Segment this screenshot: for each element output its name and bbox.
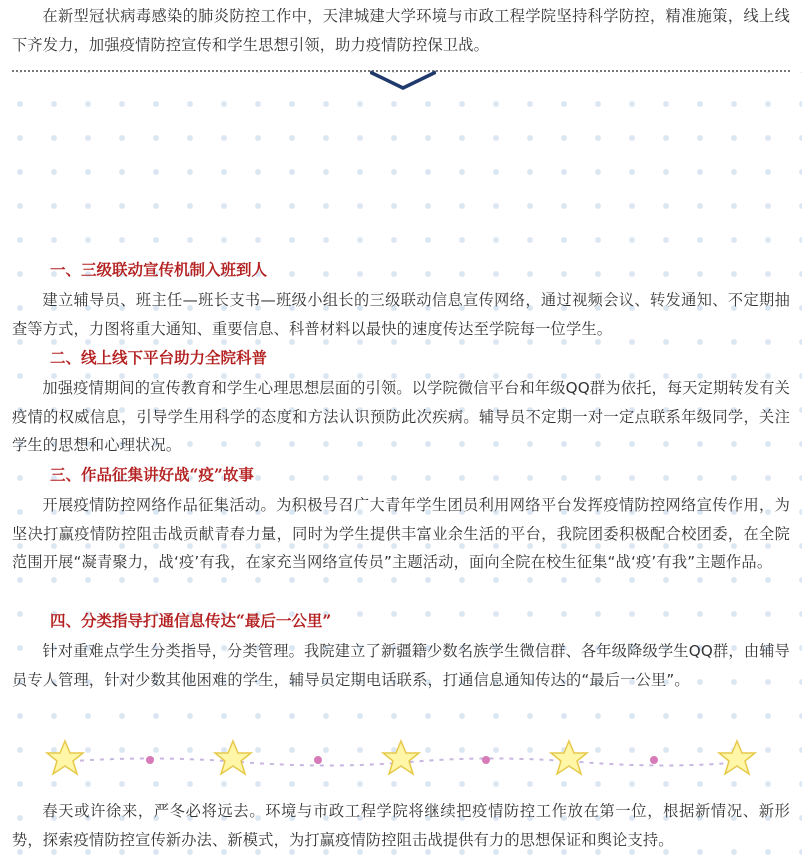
stars-decoration xyxy=(40,735,760,785)
chevron-down-icon xyxy=(370,70,436,94)
ornament-dot xyxy=(314,756,322,764)
closing-paragraph: 春天或许徐来，严冬必将远去。环境与市政工程学院将继续把疫情防控工作放在第一位，根据新情况、新形势，探索疫情防控宣传新办法、新模式，为打赢疫情防控阻击战提供有力的思想保证和舆论支持。 xyxy=(12,802,790,849)
star-icon xyxy=(215,741,251,774)
star-icon xyxy=(47,741,83,774)
star-icon xyxy=(383,741,419,774)
ornament-dot xyxy=(146,756,154,764)
section-3-heading: 三、作品征集讲好战“疫”故事 xyxy=(50,465,254,484)
ornament-dot xyxy=(482,756,490,764)
star-icon xyxy=(551,741,587,774)
section-4-body: 针对重难点学生分类指导，分类管理。我院建立了新疆籍少数名族学生微信群、各年级降级学生QQ群，由辅导员专人管理，针对少数其他困难的学生，辅导员定期电话联系，打通信息通知传达的“最后一公里”。 xyxy=(12,642,790,689)
star-icon xyxy=(719,741,755,774)
ornament-dot xyxy=(650,756,658,764)
section-4-heading: 四、分类指导打通信息传达“最后一公里” xyxy=(50,611,332,630)
section-1-body: 建立辅导员、班主任—班长支书—班级小组长的三级联动信息宣传网络，通过视频会议、转发通知、不定期抽查等方式，力图将重大通知、重要信息、科普材料以最快的速度传达至学院每一位学生。 xyxy=(12,291,790,338)
section-2-body: 加强疫情期间的宣传教育和学生心理思想层面的引领。以学院微信平台和年级QQ群为依托，每天定期转发有关疫情的权威信息，引导学生用科学的态度和方法认识预防此次疾病。辅导员不定期一对一定点联系年级同学，关注学生的思想和心理状况。 xyxy=(12,379,790,454)
section-2-heading: 二、线上线下平台助力全院科普 xyxy=(50,348,268,367)
section-3-body: 开展疫情防控网络作品征集活动。为积极号召广大青年学生团员利用网络平台发挥疫情防控网络宣传作用，为坚决打赢疫情防控阻击战贡献青春力量，同时为学生提供丰富业余生活的平台，我院团委积极配合校团委，在全院范围开展“凝青聚力，战‘疫’有我，在家充当网络宣传员”主题活动，面向全院在校生征集“战‘疫’有我”主题作品。 xyxy=(12,496,790,571)
intro-paragraph: 在新型冠状病毒感染的肺炎防控工作中，天津城建大学环境与市政工程学院坚持科学防控，精准施策，线上线下齐发力，加强疫情防控宣传和学生思想引领，助力疫情防控保卫战。 xyxy=(12,7,790,54)
section-1-heading: 一、三级联动宣传机制入班到人 xyxy=(50,260,268,279)
